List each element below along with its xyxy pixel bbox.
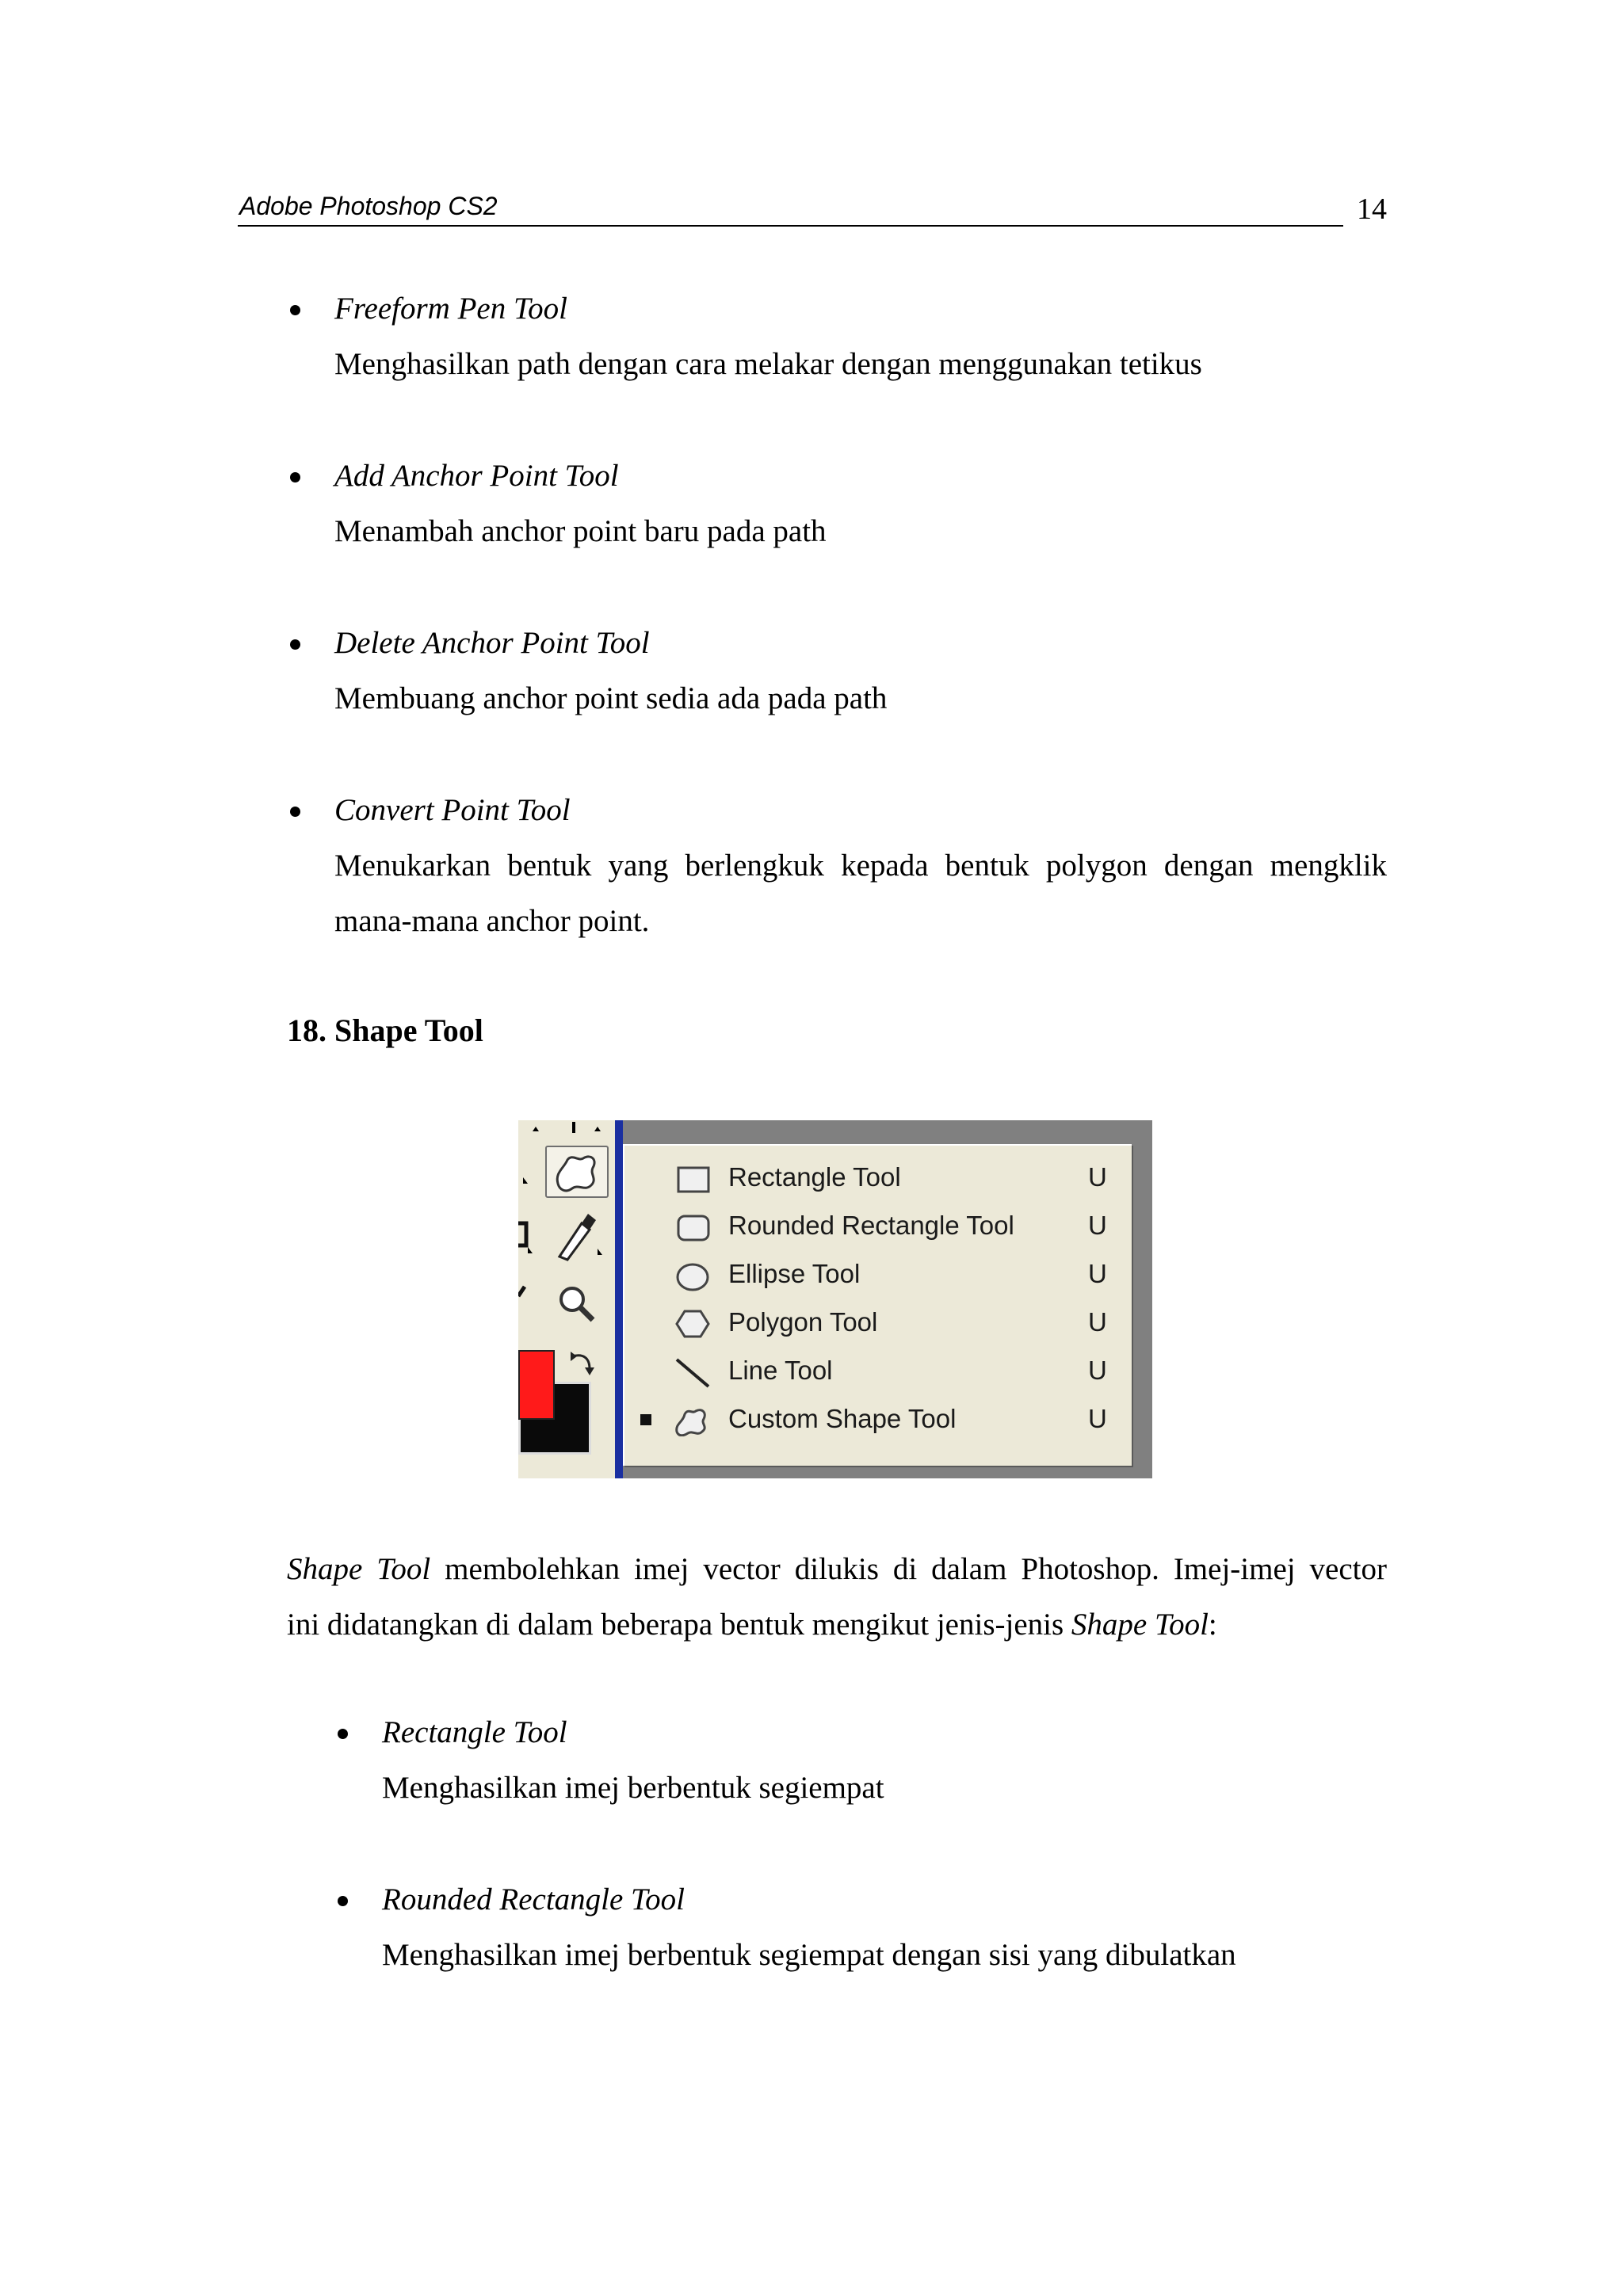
menu-item-label: Polygon Tool	[728, 1307, 878, 1337]
paragraph-text: ini didatangkan di dalam beberapa bentuk mengikut jenis-jenis	[287, 1608, 1071, 1642]
paragraph-emphasis: Shape Tool	[287, 1552, 431, 1586]
bullet-icon	[290, 639, 300, 650]
shape-tool-screenshot	[518, 1120, 1152, 1478]
item-desc-line: Menukarkan bentuk yang berlengkuk kepada bentuk polygon dengan mengklik	[334, 849, 1387, 883]
body-paragraph	[287, 1542, 1387, 1653]
rounded-rectangle-icon	[674, 1211, 712, 1243]
menu-item-rectangle-tool[interactable]	[624, 1154, 1132, 1201]
toolbox-glyphs-lower	[518, 1207, 615, 1342]
item-title: Add Anchor Point Tool	[334, 459, 619, 493]
foreground-color-swatch[interactable]	[518, 1350, 555, 1420]
item-title: Rounded Rectangle Tool	[382, 1882, 685, 1917]
menu-item-shortcut: U	[1088, 1211, 1107, 1240]
item-title: Freeform Pen Tool	[334, 292, 567, 326]
menu-item-shortcut: U	[1088, 1307, 1107, 1337]
ellipse-icon	[674, 1260, 712, 1291]
list-item	[334, 292, 1202, 382]
menu-item-rounded-rectangle-tool[interactable]	[624, 1202, 1132, 1249]
item-desc-line: mana-mana anchor point.	[334, 904, 650, 938]
item-title: Delete Anchor Point Tool	[334, 626, 650, 660]
rectangle-icon	[674, 1163, 712, 1195]
menu-item-polygon-tool[interactable]	[624, 1299, 1132, 1346]
selected-indicator-icon	[640, 1414, 651, 1425]
custom-shape-icon	[547, 1147, 607, 1196]
shape-tool-flyout-menu	[623, 1144, 1132, 1466]
section-title: 18. Shape Tool	[287, 1013, 483, 1048]
list-item	[334, 626, 887, 716]
paragraph-text: membolehkan imej vector dilukis di dalam Photoshop. Imej-imej vector	[430, 1552, 1387, 1586]
menu-item-custom-shape-tool[interactable]	[624, 1395, 1132, 1443]
menu-item-shortcut: U	[1088, 1356, 1107, 1385]
bullet-icon	[290, 472, 300, 482]
menu-item-label: Rectangle Tool	[728, 1162, 901, 1192]
menu-item-shortcut: U	[1088, 1404, 1107, 1433]
item-desc: Menghasilkan path dengan cara melakar dengan menggunakan tetikus	[334, 347, 1202, 381]
bullet-icon	[338, 1729, 348, 1739]
bullet-icon	[338, 1896, 348, 1906]
item-desc: Menghasilkan imej berbentuk segiempat	[382, 1771, 884, 1805]
paragraph-text: :	[1208, 1608, 1217, 1642]
menu-item-label: Custom Shape Tool	[728, 1404, 957, 1433]
item-title: Rectangle Tool	[382, 1715, 567, 1749]
list-item	[334, 793, 1387, 939]
item-desc: Menambah anchor point baru pada path	[334, 514, 827, 548]
menu-item-label: Line Tool	[728, 1356, 833, 1385]
menu-item-shortcut: U	[1088, 1259, 1107, 1288]
toolbox-edge	[615, 1120, 623, 1478]
header-title: Adobe Photoshop CS2	[239, 192, 498, 220]
list-item	[382, 1715, 884, 1806]
menu-item-ellipse-tool[interactable]	[624, 1250, 1132, 1298]
menu-item-label: Ellipse Tool	[728, 1259, 861, 1288]
item-desc: Menghasilkan imej berbentuk segiempat dengan sisi yang dibulatkan	[382, 1938, 1236, 1972]
polygon-icon	[674, 1308, 712, 1340]
paragraph-line	[287, 1542, 1387, 1597]
bullet-icon	[290, 807, 300, 817]
list-item	[334, 459, 827, 549]
list-item	[382, 1882, 1236, 1973]
menu-item-shortcut: U	[1088, 1162, 1107, 1192]
item-desc: Membuang anchor point sedia ada pada path	[334, 681, 888, 715]
line-icon	[674, 1356, 712, 1388]
custom-shape-icon	[674, 1405, 712, 1436]
bullet-icon	[290, 305, 300, 315]
custom-shape-tool-button[interactable]	[545, 1146, 609, 1198]
toolbox	[518, 1120, 615, 1478]
menu-item-label: Rounded Rectangle Tool	[728, 1211, 1014, 1240]
running-header	[238, 190, 1343, 227]
swap-colors-icon[interactable]	[567, 1350, 599, 1379]
paragraph-line	[287, 1597, 1387, 1653]
paragraph-emphasis: Shape Tool	[1071, 1608, 1209, 1642]
item-title: Convert Point Tool	[334, 793, 571, 827]
page-number: 14	[1357, 193, 1387, 226]
menu-item-line-tool[interactable]	[624, 1347, 1132, 1394]
